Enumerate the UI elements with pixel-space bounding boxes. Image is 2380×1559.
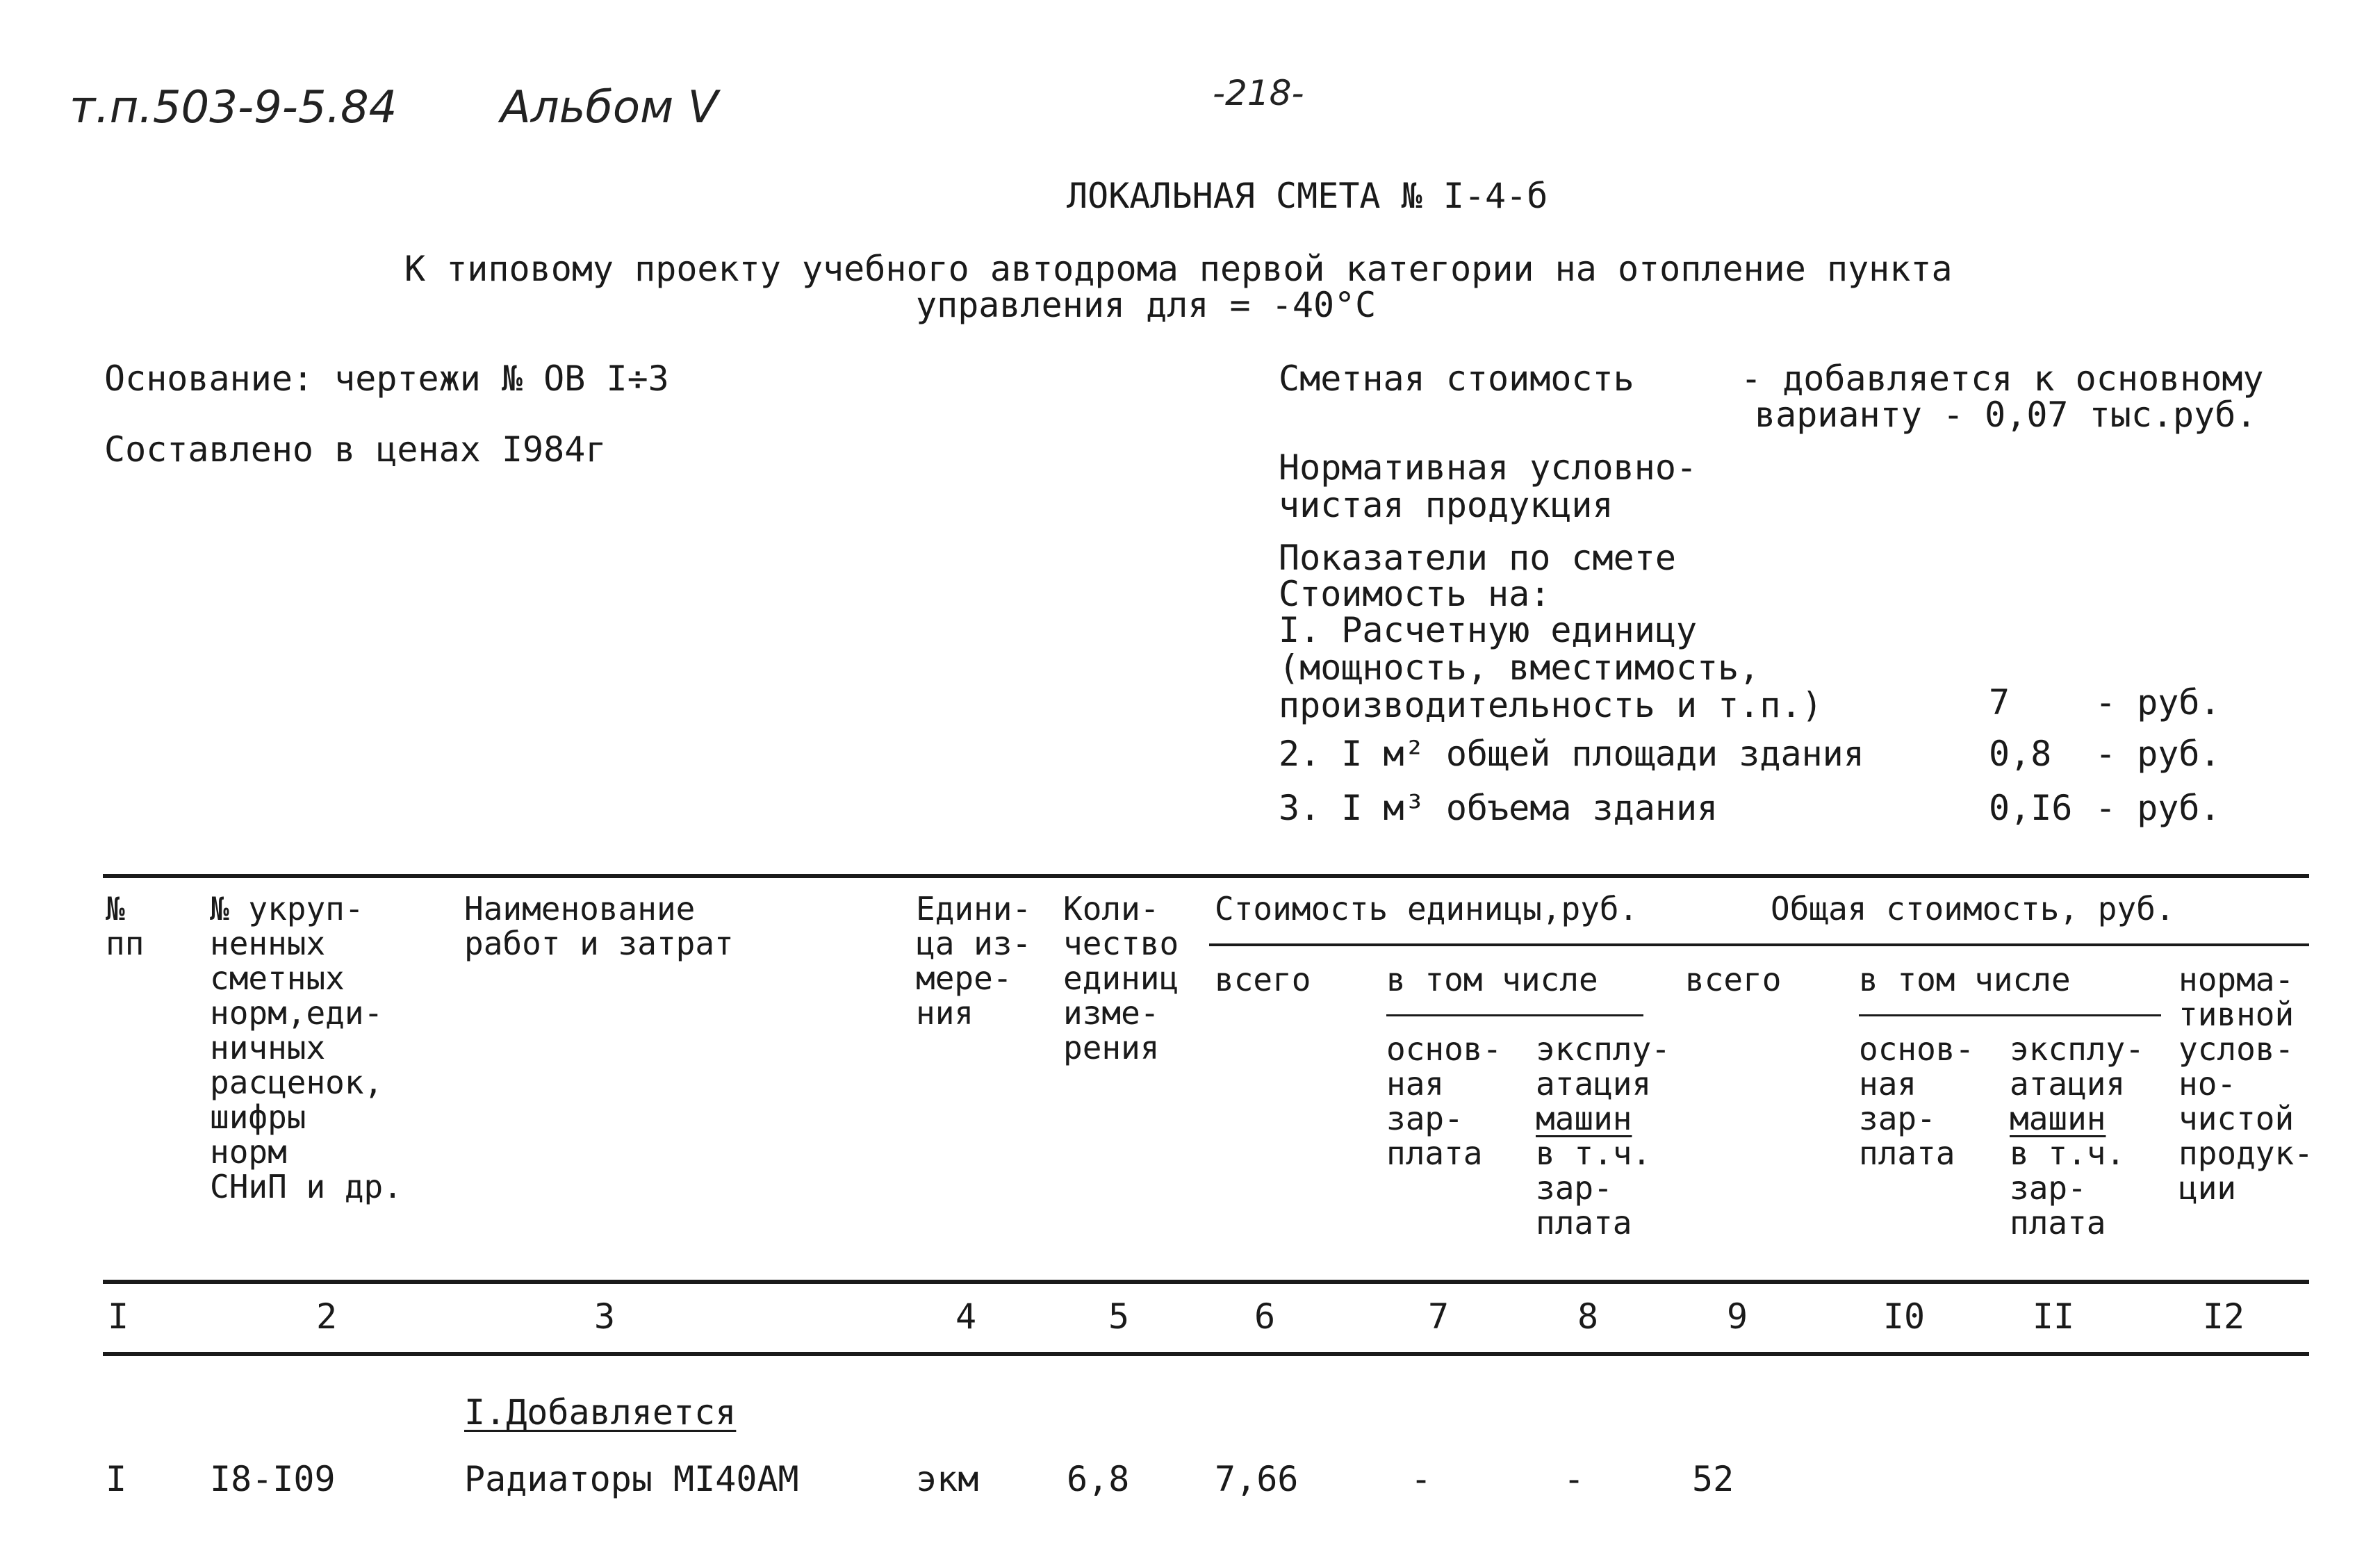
indicator-3-label: 3. I м³ объема здания [1279,788,1718,828]
header-number: № пп [106,890,145,962]
row-total: 52 [1692,1459,1734,1499]
header-total-incl: в том числе [1859,961,2071,998]
album-label: Альбом V [500,82,719,133]
row-number: I [106,1459,127,1499]
header-unit-machines-top: эксплу- атация [1536,1030,1671,1103]
header-norm-code: № укруп- ненных сметных норм,еди- ничных расценок, шифры норм СНиП и др. [210,890,402,1205]
header-normative-product: норма- тивной услов- но- чистой продук- ции [2178,961,2313,1207]
header-unit: Едини- ца из- мере- ния [916,890,1032,1032]
indicators-title: Показатели по смете [1279,538,1676,578]
header-total-machines-underlined: машин [2010,1100,2106,1137]
indicator-1-value: 7 [1989,682,2010,723]
column-number: 7 [1427,1296,1450,1337]
column-number: I0 [1882,1296,1926,1337]
column-number: 9 [1726,1296,1748,1337]
estimate-title: ЛОКАЛЬНАЯ СМЕТА № I-4-б [1067,176,1548,216]
price-level: Составлено в ценах I984г [104,429,607,470]
header-unit-machines [1536,1032,1671,1240]
column-number: 6 [1254,1296,1276,1337]
header-total-machines [2010,1032,2144,1240]
header-total-cost-group: Общая стоимость, руб. [1771,890,2175,927]
unit-incl-rule [1386,1014,1643,1016]
row-norm-code: I8-I09 [210,1459,336,1499]
basis-drawings: Основание: чертежи № ОВ I÷3 [104,358,669,399]
project-line-2: управления для = -40°C [916,285,1377,325]
header-quantity: Коли- чество единиц изме- рения [1063,890,1179,1066]
header-unit-incl: в том числе [1386,961,1598,998]
doc-code: т.п.503-9-5.84 [69,82,397,133]
header-unit-machines-bottom: в т.ч. зар- плата [1536,1135,1652,1242]
normative-product-label: Нормативная условно- чистая продукция [1279,447,1698,525]
column-number: I2 [2202,1296,2245,1337]
header-unit-wage: основ- ная зар- плата [1386,1030,1502,1172]
row-unit-total: 7,66 [1215,1459,1299,1499]
header-unit-total: всего [1215,961,1311,998]
cost-on-label: Стоимость на: [1279,574,1551,614]
column-number: II [2032,1296,2075,1337]
row-quantity: 6,8 [1067,1459,1130,1499]
row-unit-machines: - [1564,1459,1585,1499]
column-number: 2 [315,1296,338,1337]
total-incl-rule [1859,1014,2161,1016]
header-unit-machines-underlined: машин [1536,1100,1632,1137]
page-number: -218- [1213,73,1304,113]
column-numbers-rule [103,1352,2309,1356]
column-number: 5 [1108,1296,1130,1337]
header-total-machines-bottom: в т.ч. зар- плата [2010,1135,2126,1242]
indicator-2-label: 2. I м² общей площади здания [1279,734,1864,774]
header-bottom-rule [103,1280,2309,1284]
estimated-cost-value-1: - добавляется к основному [1741,358,2264,399]
header-total-machines-top: эксплу- атация [2010,1030,2144,1103]
column-number: 8 [1577,1296,1599,1337]
header-work-name: Наименование работ и затрат [464,890,734,962]
header-total: всего [1685,961,1782,998]
column-number: 4 [955,1296,977,1337]
column-number: 3 [593,1296,616,1337]
estimated-cost-value-2: варианту - 0,07 тыс.руб. [1755,395,2257,435]
column-number: I [107,1296,129,1337]
indicator-3-unit: - руб. [2095,788,2221,828]
indicator-2-value: 0,8 [1989,734,2052,774]
table-top-rule [103,874,2309,878]
row-unit: экм [916,1459,979,1499]
estimated-cost-label: Сметная стоимость [1279,358,1634,399]
row-unit-wage: - [1411,1459,1432,1499]
cost-group-rule [1209,943,2309,946]
section-title: I.Добавляется [464,1392,737,1433]
header-unit-cost-group: Стоимость единицы,руб. [1215,890,1639,927]
indicator-2-unit: - руб. [2095,734,2221,774]
indicator-1-label: I. Расчетную единицу (мощность, вместимость, производительность и т.п.) [1279,610,1823,725]
row-work-name: Радиаторы МI40АМ [464,1459,799,1499]
indicator-3-value: 0,I6 [1989,788,2073,828]
project-line-1: К типовому проекту учебного автодрома первой категории на отопление пункта [404,249,1953,289]
header-total-wage: основ- ная зар- плата [1859,1030,1975,1172]
indicator-1-unit: - руб. [2095,682,2221,723]
